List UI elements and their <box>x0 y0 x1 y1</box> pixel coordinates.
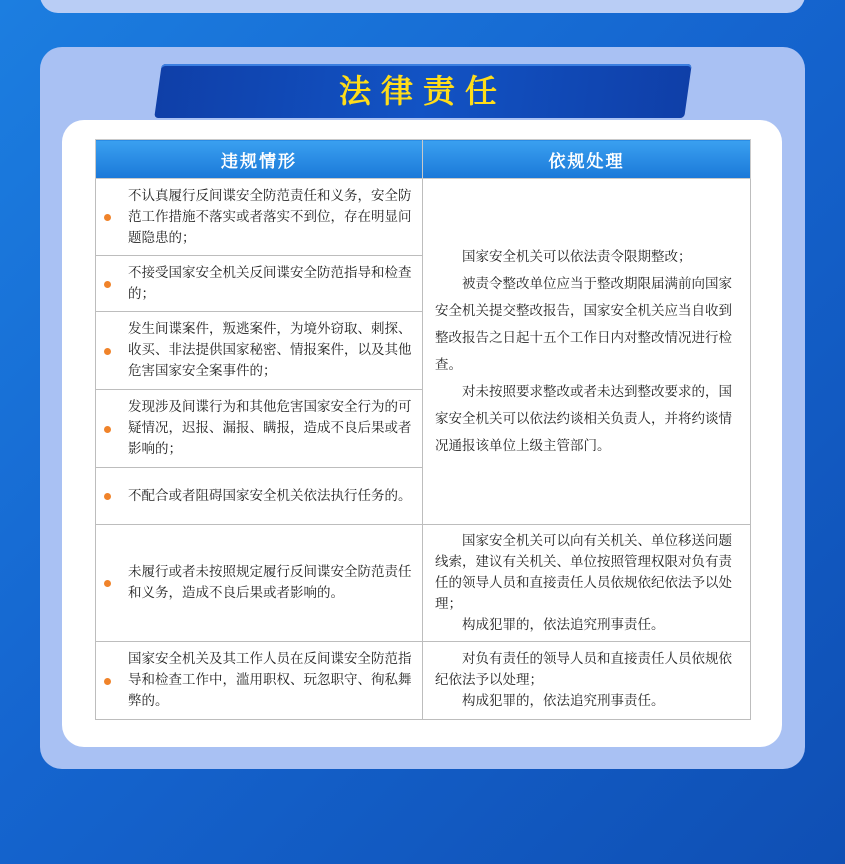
violation-cell <box>96 312 423 390</box>
handling-text: 被责令整改单位应当于整改期限届满前向国家安全机关提交整改报告，国家安全机关应当自收到整改报告之日起十五个工作日内对整改情况进行检查。 <box>435 275 732 373</box>
handling-text: 国家安全机关可以向有关机关、单位移送问题线索，建议有关机关、单位按照管理权限对负有责任的领导人员和直接责任人员依规依纪依法予以处理； <box>435 532 732 612</box>
violation-cell <box>96 642 423 720</box>
handling-text: 对负有责任的领导人员和直接责任人员依规依纪依法予以处理； <box>435 651 732 688</box>
bullet-dot <box>104 426 111 433</box>
handling-cell <box>423 525 751 642</box>
bullet-dot <box>104 580 111 587</box>
table-header-row <box>96 140 751 179</box>
table-row <box>96 642 751 720</box>
handling-text: 构成犯罪的，依法追究刑事责任。 <box>462 616 665 633</box>
violation-cell <box>96 525 423 642</box>
bullet-dot <box>104 493 111 500</box>
header-handling: 依规处理 <box>423 140 751 179</box>
violation-text: 不认真履行反间谍安全防范责任和义务，安全防范工作措施不落实或者落实不到位，存在明显问题隐患的； <box>128 187 412 246</box>
handling-text: 对未按照要求整改或者未达到整改要求的，国家安全机关可以依法约谈相关负责人，并将约谈情况通报该单位上级主管部门。 <box>435 383 732 454</box>
handling-cell <box>423 179 751 525</box>
violation-text: 发现涉及间谍行为和其他危害国家安全行为的可疑情况，迟报、漏报、瞒报，造成不良后果或者影响的； <box>128 399 412 457</box>
violation-text: 不接受国家安全机关反间谍安全防范指导和检查的； <box>128 264 412 302</box>
violation-text: 发生间谍案件，叛逃案件，为境外窃取、刺探、收买、非法提供国家秘密、情报案件，以及其他危害国家安全案事件的； <box>128 321 412 379</box>
violation-cell <box>96 256 423 312</box>
header-violation: 违规情形 <box>96 140 423 179</box>
bullet-dot <box>104 214 111 221</box>
section-title: 法律责任 <box>338 72 507 110</box>
table-row <box>96 525 751 642</box>
violation-cell <box>96 179 423 256</box>
liability-table <box>95 139 751 720</box>
handling-cell <box>423 642 751 720</box>
handling-text: 构成犯罪的，依法追究刑事责任。 <box>462 693 665 709</box>
violation-cell <box>96 468 423 525</box>
bullet-dot <box>104 281 111 288</box>
violation-cell <box>96 390 423 468</box>
violation-text: 国家安全机关及其工作人员在反间谍安全防范指导和检查工作中，滥用职权、玩忽职守、徇私舞弊的。 <box>128 651 412 709</box>
violation-text: 不配合或者阻碍国家安全机关依法执行任务的。 <box>128 487 412 504</box>
bullet-dot <box>104 348 111 355</box>
table-row <box>96 179 751 256</box>
top-panel-edge <box>40 0 805 13</box>
handling-text: 国家安全机关可以依法责令限期整改； <box>462 248 692 265</box>
violation-text: 未履行或者未按照规定履行反间谍安全防范责任和义务，造成不良后果或者影响的。 <box>128 564 412 601</box>
bullet-dot <box>104 678 111 685</box>
